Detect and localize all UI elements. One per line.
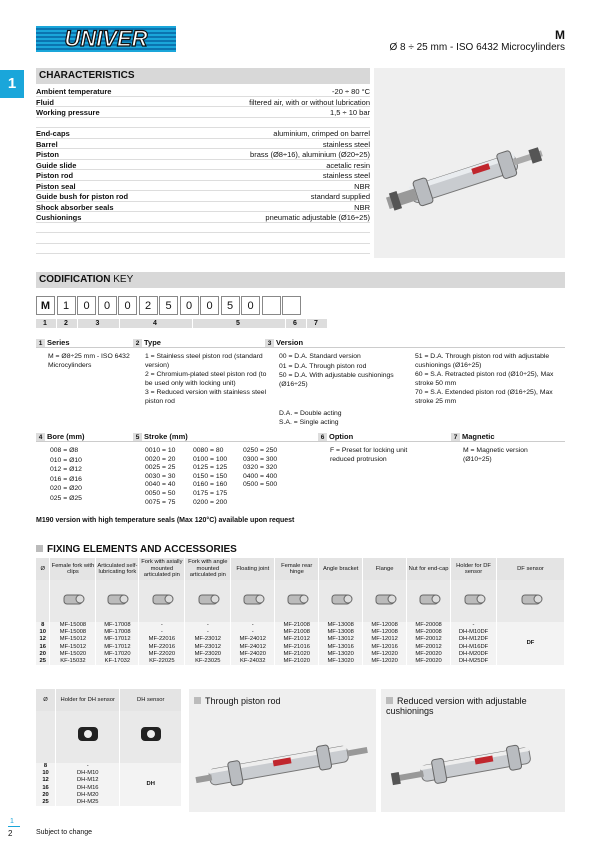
char-row: [36, 203, 370, 213]
table-cell: MF-15008: [50, 629, 96, 636]
table-cell: MF-20008: [407, 629, 451, 636]
char-row: [36, 129, 370, 139]
df-sensor-cell: DF: [497, 622, 565, 665]
code-position-number: 7: [314, 320, 318, 327]
char-value: NBR: [354, 181, 370, 191]
char-value: NBR: [354, 202, 370, 212]
type-list: [145, 353, 270, 408]
code-position: [78, 319, 119, 328]
table-cell: MF-12012: [363, 636, 407, 643]
column-header: Floating joint: [231, 558, 275, 580]
table-cell: 8: [36, 763, 56, 770]
table-cell: 12: [36, 636, 50, 643]
table-cell: 8: [36, 622, 50, 629]
list-item: 2 = Chromium-plated steel piston rod (to be used only with locking unit): [145, 371, 267, 387]
table-cell: 16: [36, 644, 50, 651]
char-label: Ambient temperature: [36, 87, 112, 96]
list-item: 0075 = 75: [145, 498, 176, 506]
list-item: 0080 = 80: [193, 447, 224, 454]
table-cell: MF-21020: [275, 651, 319, 658]
table-cell: MF-22020: [139, 651, 185, 658]
table-cell: DH-M20: [56, 792, 120, 799]
list-item: 0250 = 250: [243, 447, 278, 454]
accessory-image: [50, 580, 96, 622]
list-item: 00 = D.A. Standard version: [279, 353, 361, 360]
list-item: 0010 = 10: [145, 447, 176, 454]
table-cell: MF-22016: [139, 644, 185, 651]
char-value: brass (Ø8÷16), aluminium (Ø20÷25): [250, 150, 370, 159]
reduced-version-title: Reduced version with adjustable cushionings: [386, 696, 527, 716]
code-box: [282, 296, 301, 315]
table-cell: MF-12008: [363, 629, 407, 636]
table-cell: 20: [36, 651, 50, 658]
table-cell: MF-23012: [185, 644, 231, 651]
accessory-image: [407, 580, 451, 622]
list-item: 0100 = 100: [193, 455, 228, 463]
list-item: 51 = D.A. Through piston rod with adjustable cushionings (Ø16÷25): [415, 353, 550, 369]
table-cell: MF-21020: [275, 658, 319, 665]
list-item: S.A. = Single acting: [279, 418, 339, 426]
version-legend: [279, 410, 409, 427]
list-item: 0175 = 175: [193, 489, 228, 497]
list-item: 0125 = 125: [193, 464, 228, 472]
code-box: [262, 296, 281, 315]
char-row: [36, 150, 370, 160]
code-position-number: 1: [43, 320, 47, 327]
accessory-image: [363, 580, 407, 622]
code-box: 5: [221, 296, 240, 315]
column-header: Nut for end-cap: [407, 558, 451, 580]
char-row: [36, 161, 370, 171]
series-text: M = Ø8÷25 mm - ISO 6432 Microcylinders: [48, 353, 130, 369]
table-cell: -: [185, 622, 231, 629]
table-cell: MF-13016: [319, 644, 363, 651]
list-item: 0500 = 500: [243, 481, 278, 489]
table-cell: MF-13020: [319, 651, 363, 658]
list-item: 0200 = 200: [193, 498, 228, 506]
code-box: 0: [77, 296, 96, 315]
list-item: 0400 = 400: [243, 472, 278, 480]
code-box: 2: [139, 296, 158, 315]
through-rod-panel: [189, 689, 376, 812]
code-position: [120, 319, 192, 328]
table-cell: MF-15012: [50, 636, 96, 643]
table-cell: MF-20020: [407, 658, 451, 665]
table-cell: MF-17008: [96, 629, 139, 636]
char-label: Cushionings: [36, 213, 82, 222]
code-box: 0: [241, 296, 260, 315]
fixing-table: [36, 558, 565, 665]
table-cell: MF-24012: [231, 644, 275, 651]
table-cell: MF-13008: [319, 629, 363, 636]
table-cell: MF-13020: [319, 658, 363, 665]
accessory-image: [96, 580, 139, 622]
table-cell: -: [139, 622, 185, 629]
code-box: 1: [57, 296, 76, 315]
accessory-image: [231, 580, 275, 622]
table-cell: MF-21016: [275, 644, 319, 651]
table-cell: MF-23012: [185, 636, 231, 643]
table-cell: MF-17020: [96, 651, 139, 658]
magnetic-text: M = Magnetic version (Ø10÷25): [463, 447, 528, 463]
table-cell: MF-17012: [96, 644, 139, 651]
table-cell: MF-12008: [363, 622, 407, 629]
version-section: 3 Version: [265, 338, 303, 348]
list-item: 0025 = 25: [145, 464, 176, 472]
char-row: [36, 98, 370, 108]
list-item: 012 = Ø12: [50, 466, 82, 474]
char-row: [36, 245, 370, 255]
fixing-title: FIXING ELEMENTS AND ACCESSORIES: [36, 544, 237, 555]
list-item: 70 = S.A. Extended piston rod (Ø16÷25), Max stroke 25 mm: [415, 389, 553, 405]
list-item: 50 = D.A. With adjustable cushionings (Ø16÷25): [279, 372, 394, 388]
page-number: 2: [8, 829, 13, 838]
list-item: 0320 = 320: [243, 464, 278, 472]
table-cell: MF-21008: [275, 629, 319, 636]
chapter-tab: 1: [0, 70, 24, 98]
char-row: [36, 171, 370, 181]
code-position-number: 6: [293, 320, 297, 327]
list-item: 020 = Ø20: [50, 485, 82, 493]
table-cell: DH-M12: [56, 777, 120, 784]
char-value: filtered air, with or without lubrication: [249, 97, 370, 107]
char-row: [36, 140, 370, 150]
table-cell: MF-20020: [407, 651, 451, 658]
table-cell: MF-22016: [139, 636, 185, 643]
char-value: stainless steel: [322, 171, 370, 180]
table-cell: DH-M25DF: [451, 658, 497, 665]
bore-section: 4 Bore (mm): [36, 432, 85, 442]
footer-divider: [8, 826, 20, 827]
stroke-section: 5 Stroke (mm): [133, 432, 188, 442]
option-section: 6 Option: [318, 432, 353, 442]
dh-sensor-cell: DH: [120, 763, 182, 806]
table-cell: DH-M20DF: [451, 651, 497, 658]
char-row: [36, 234, 370, 244]
table-cell: KF-17032: [96, 658, 139, 665]
table-cell: 25: [36, 658, 50, 665]
code-position-number: 5: [236, 320, 240, 327]
accessory-image: [185, 580, 231, 622]
column-header: Fork with angle mounted articulated pin: [185, 558, 231, 580]
column-header: DH sensor: [120, 689, 182, 711]
accessory-image: [319, 580, 363, 622]
footer-tab-number: 1: [10, 818, 14, 825]
code-position-number: 2: [64, 320, 68, 327]
column-header: Fork with axially mounted articulated pin: [139, 558, 185, 580]
char-label: Guide bush for piston rod: [36, 192, 129, 201]
table-cell: MF-21012: [275, 636, 319, 643]
table-cell: MF-24020: [231, 651, 275, 658]
list-item: 0040 = 40: [145, 481, 176, 489]
code-box: 5: [159, 296, 178, 315]
table-cell: 25: [36, 799, 56, 806]
code-position-number: 4: [153, 320, 157, 327]
univer-logo: [36, 26, 176, 52]
code-box: 0: [200, 296, 219, 315]
table-cell: 10: [36, 770, 56, 777]
char-value: -20 ÷ 80 °C: [332, 87, 370, 96]
char-row: [36, 182, 370, 192]
table-cell: DH-M10: [56, 770, 120, 777]
code-box: 0: [118, 296, 137, 315]
through-rod-title: Through piston rod: [205, 696, 281, 706]
table-cell: KF-24032: [231, 658, 275, 665]
code-position-number: 3: [95, 320, 100, 327]
list-item: 0160 = 160: [193, 481, 228, 489]
list-item: 01 = D.A. Through piston rod: [279, 362, 367, 370]
char-row: [36, 213, 370, 223]
table-cell: -: [139, 629, 185, 636]
table-cell: MF-20012: [407, 636, 451, 643]
column-header: Female rear hinge: [275, 558, 319, 580]
char-label: Piston seal: [36, 181, 76, 191]
accessory-image: [497, 580, 565, 622]
char-value: standard supplied: [310, 192, 370, 201]
table-cell: MF-20012: [407, 644, 451, 651]
table-cell: -: [451, 622, 497, 629]
list-item: 010 = Ø10: [50, 456, 82, 464]
bore-list: [50, 447, 130, 505]
stroke-list-3: [243, 447, 303, 490]
char-label: Shock absorber seals: [36, 202, 114, 212]
code-position: [193, 319, 285, 328]
sensor-image: [120, 711, 182, 763]
table-cell: DH-M16: [56, 785, 120, 792]
table-cell: MF-15012: [50, 644, 96, 651]
code-position: [286, 319, 306, 328]
list-item: 016 = Ø16: [50, 475, 82, 483]
table-cell: -: [185, 629, 231, 636]
list-item: 3 = Reduced version with stainless steel piston rod: [145, 389, 267, 405]
code-position: [36, 319, 56, 328]
list-item: 0050 = 50: [145, 489, 176, 497]
list-item: 008 = Ø8: [50, 447, 79, 454]
column-header: Angle bracket: [319, 558, 363, 580]
magnetic-section: 7 Magnetic: [451, 432, 495, 442]
high-temp-note: M190 version with high temperature seals (Max 120°C) available upon request: [36, 517, 295, 524]
table-cell: KF-23025: [185, 658, 231, 665]
list-item: 1 = Stainless steel piston rod (standard version): [145, 353, 263, 369]
sensor-image: [56, 711, 120, 763]
table-cell: DH-M12DF: [451, 636, 497, 643]
accessory-image: [451, 580, 497, 622]
table-cell: MF-12020: [363, 651, 407, 658]
list-item: D.A. = Double acting: [279, 410, 342, 417]
table-cell: DH-M10DF: [451, 629, 497, 636]
char-value: stainless steel: [322, 139, 370, 149]
table-cell: 20: [36, 792, 56, 799]
column-header: Holder for DF sensor: [451, 558, 497, 580]
code-box: 0: [98, 296, 117, 315]
blank-cell: [36, 580, 50, 622]
list-item: 0150 = 150: [193, 472, 228, 480]
list-item: 025 = Ø25: [50, 494, 82, 502]
char-row: [36, 108, 370, 118]
column-header: Flange: [363, 558, 407, 580]
table-cell: 12: [36, 777, 56, 784]
holder-table: [36, 689, 182, 806]
table-cell: MF-17008: [96, 622, 139, 629]
char-row: [36, 224, 370, 234]
table-cell: MF-13012: [319, 636, 363, 643]
char-label: End-caps: [36, 129, 70, 138]
char-value: pneumatic adjustable (Ø16÷25): [265, 213, 370, 222]
char-row: [36, 87, 370, 97]
table-cell: MF-23020: [185, 651, 231, 658]
char-label: Fluid: [36, 97, 54, 107]
table-cell: DH-M16DF: [451, 644, 497, 651]
accessory-image: [275, 580, 319, 622]
char-value: 1,5 ÷ 10 bar: [330, 108, 370, 117]
list-item: 0020 = 20: [145, 455, 176, 463]
list-item: 60 = S.A. Retracted piston rod (Ø10÷25), Max stroke 50 mm: [415, 371, 554, 387]
table-cell: MF-13008: [319, 622, 363, 629]
table-cell: MF-15020: [50, 651, 96, 658]
column-header: Female fork with clips: [50, 558, 96, 580]
table-cell: MF-15008: [50, 622, 96, 629]
table-cell: DH-M25: [56, 799, 120, 806]
column-header: Ø: [36, 689, 56, 711]
cylinder-photo: [374, 68, 565, 258]
table-cell: MF-12020: [363, 658, 407, 665]
table-cell: MF-17012: [96, 636, 139, 643]
list-item: 0300 = 300: [243, 455, 278, 463]
svg-text:UNIVER: UNIVER: [64, 26, 148, 51]
table-cell: -: [231, 629, 275, 636]
table-cell: MF-20008: [407, 622, 451, 629]
type-section: 2 Type: [133, 338, 161, 348]
table-cell: 16: [36, 785, 56, 792]
table-cell: MF-21008: [275, 622, 319, 629]
code-position: [307, 319, 327, 328]
footer-note: Subject to change: [36, 829, 93, 836]
char-row: [36, 119, 370, 129]
char-label: Barrel: [36, 139, 58, 149]
char-label: Piston: [36, 150, 59, 159]
characteristics-header: CHARACTERISTICS: [36, 68, 370, 84]
column-header: Ø: [36, 558, 50, 580]
table-cell: 10: [36, 629, 50, 636]
char-value: aluminium, crimped on barrel: [273, 129, 370, 138]
code-box: 0: [180, 296, 199, 315]
char-value: acetalic resin: [326, 160, 370, 170]
accessory-image: [139, 580, 185, 622]
column-header: Holder for DH sensor: [56, 689, 120, 711]
table-cell: MF-12016: [363, 644, 407, 651]
column-header: Articulated self-lubricating fork: [96, 558, 139, 580]
series-code: M: [555, 28, 565, 42]
code-box: M: [36, 296, 55, 315]
char-label: Guide slide: [36, 160, 77, 170]
char-label: Piston rod: [36, 171, 74, 180]
series-section: 1 Series: [36, 338, 70, 348]
table-cell: -: [56, 763, 120, 770]
table-cell: KF-22025: [139, 658, 185, 665]
code-position: [57, 319, 77, 328]
column-header: DF sensor: [497, 558, 565, 580]
page-subtitle: Ø 8 ÷ 25 mm - ISO 6432 Microcylinders: [389, 42, 565, 53]
version-list-2: [415, 353, 565, 408]
table-cell: KF-15032: [50, 658, 96, 665]
version-list-1: [279, 353, 409, 390]
table-cell: MF-24012: [231, 636, 275, 643]
option-text: F = Preset for locking unit reduced protrusion: [330, 447, 408, 463]
char-row: [36, 192, 370, 202]
blank-cell: [36, 711, 56, 763]
table-cell: -: [231, 622, 275, 629]
codification-header: CODIFICATION KEY: [36, 272, 565, 288]
list-item: 0030 = 30: [145, 472, 176, 480]
reduced-version-panel: [381, 689, 565, 812]
char-label: Working pressure: [36, 108, 100, 117]
